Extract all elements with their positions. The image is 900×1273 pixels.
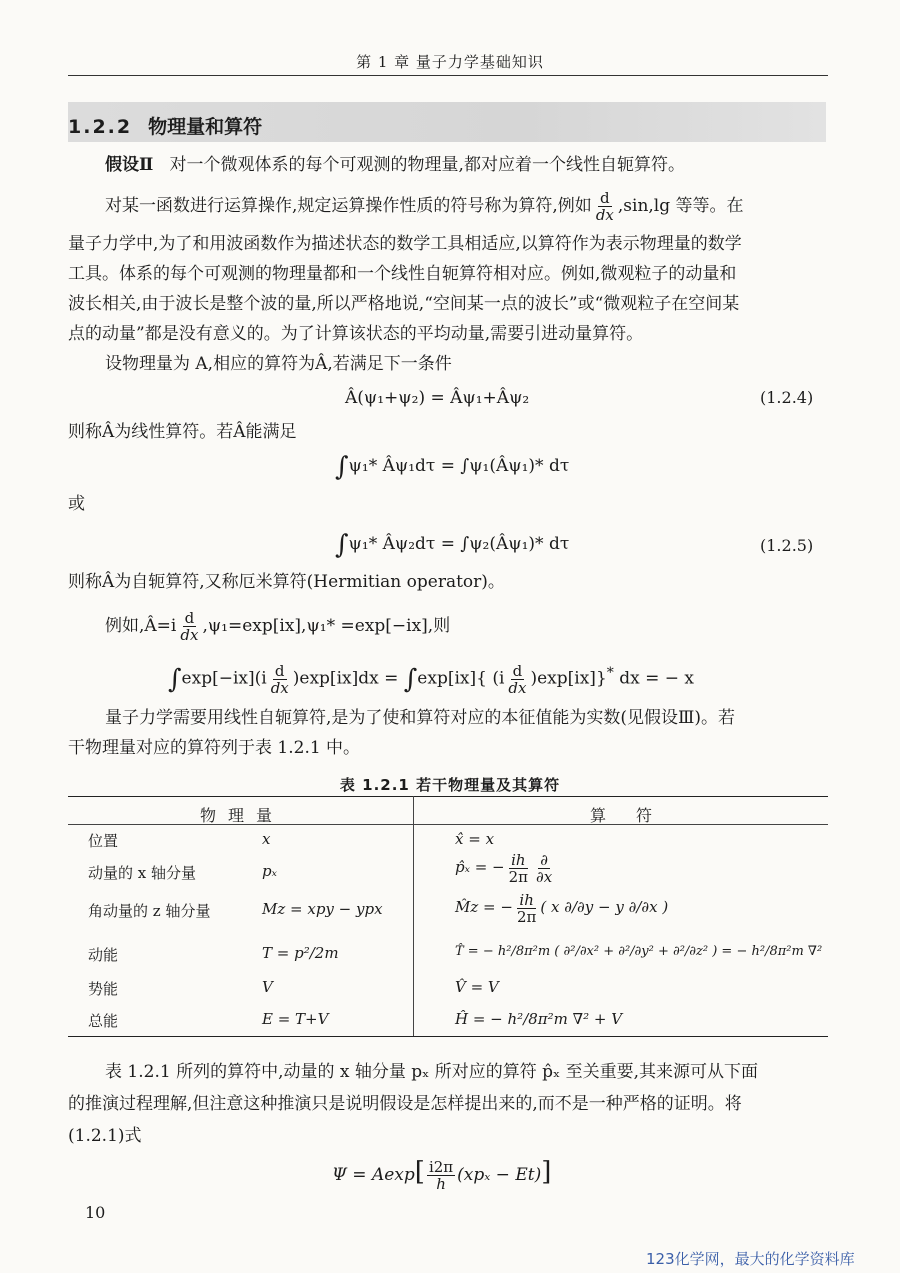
section-title: 物理量和算符 [148, 116, 263, 138]
example-equation: ∫exp[−ix](i $\frac{d}{dx}$ )exp[ix]dx = ∫exp[ix]{ (i $\frac{d}{dx}$ )exp[ix]}* dx = − x [168, 661, 695, 697]
paragraph-1-line-5: 点的动量”都是没有意义的。为了计算该状态的平均动量,需要引进动量算符。 [68, 324, 644, 344]
table-row-operator [455, 850, 556, 885]
integral-symbol: ∫ [168, 664, 182, 695]
example-text-a: 例如,Â=i [105, 616, 177, 636]
frac-den: h [436, 1175, 446, 1193]
integral-symbol: ∫ [335, 452, 349, 482]
frac-den: dx [180, 626, 199, 644]
postulate-line [105, 157, 685, 174]
table-header-operator: 算符 [590, 806, 683, 825]
eq-final-b: (xpₓ − Et) [457, 1165, 542, 1185]
ex-eq-a: exp[−ix] [181, 668, 255, 689]
op-frac-den: 2π [508, 867, 529, 886]
d-dx-fraction [269, 663, 291, 696]
ex-eq-c: exp[ix] [417, 668, 477, 689]
integral-symbol: ∫ [403, 664, 418, 695]
op-fraction [515, 892, 538, 925]
op-suffix: ( x ∂/∂y − y ∂/∂x ) [540, 898, 669, 916]
postulate-label: 假设Ⅱ [105, 155, 154, 175]
paragraph-5-line-1: 量子力学需要用线性自轭算符,是为了使和算符对应的本征值能为实数(见假设Ⅲ)。若 [105, 708, 736, 728]
table-row-symbol: E = T+V [262, 1010, 329, 1028]
table-row-symbol: T = p²/2m [262, 944, 339, 962]
op-fraction [507, 852, 530, 885]
running-header: 第 1 章 量子力学基础知识 [356, 53, 544, 71]
paragraph-3: 则称Â为线性算符。若Â能满足 [68, 422, 297, 442]
watermark-text: 123化学网，最大的化学资料库 [646, 1250, 855, 1268]
paragraph-2: 设物理量为 A,相应的算符为Â,若满足下一条件 [105, 354, 452, 374]
d-dx-fraction [506, 663, 528, 696]
d-dx-fraction [178, 610, 200, 643]
frac-den: dx [595, 206, 614, 224]
paragraph-4: 则称Â为自轭算符,又称厄米算符(Hermitian operator)。 [68, 572, 505, 592]
frac-num: d [274, 661, 285, 680]
example-text-b: ,ψ₁=exp[ix],ψ₁* =exp[−ix],则 [202, 616, 451, 636]
d-dx-fraction [594, 190, 616, 223]
hermitian-equation-1 [335, 452, 569, 482]
hermitian-eq-1-text: ψ₁* Âψ₁dτ = ∫ψ₁(Âψ₁)* dτ [348, 456, 570, 476]
paragraph-6-line-1: 表 1.2.1 所列的算符中,动量的 x 轴分量 pₓ 所对应的算符 p̂ₓ 至关重要,其来源可从下面 [105, 1062, 759, 1082]
table-row-name: 动能 [88, 946, 119, 964]
hermitian-eq-2-text: ψ₁* Âψ₂dτ = ∫ψ₂(Âψ₁)* dτ [348, 534, 570, 554]
op-prefix: p̂ₓ = − [455, 858, 505, 876]
frac-num: i2π [428, 1158, 454, 1176]
paragraph-1-line-1 [105, 186, 744, 226]
page-number: 10 [85, 1203, 106, 1222]
eq-final-a: Ψ = Aexp [332, 1165, 415, 1185]
table-row-name: 位置 [88, 832, 119, 850]
op-frac-den: 2π [516, 907, 537, 926]
op-frac-num: ih [519, 890, 534, 909]
table-header-quantity: 物理量 [200, 806, 285, 825]
frac-num: d [600, 189, 610, 207]
paragraph-6-line-3: (1.2.1)式 [68, 1126, 142, 1146]
frac-den: dx [270, 678, 289, 697]
table-row-symbol: V [262, 978, 273, 996]
p1-text-b: ,sin,lg 等等。在 [617, 196, 744, 216]
op-prefix: M̂z = − [455, 898, 513, 916]
example-line [105, 606, 450, 646]
postulate-text: 对一个微观体系的每个可观测的物理量,都对应着一个线性自轭算符。 [169, 155, 685, 175]
table-row-name: 总能 [88, 1012, 119, 1030]
bracket-close: ] [541, 1157, 552, 1187]
p1-text-a: 对某一函数进行运算操作,规定运算操作性质的符号称为算符,例如 [105, 196, 592, 216]
table-column-divider [413, 796, 414, 1036]
header-rule [68, 75, 828, 76]
or-word: 或 [68, 494, 85, 514]
partial-den: ∂x [536, 867, 553, 886]
wavefunction-equation [332, 1150, 551, 1197]
table-caption: 表 1.2.1 若干物理量及其算符 [339, 776, 561, 794]
table-top-rule [68, 796, 828, 797]
table-row-name: 动量的 x 轴分量 [88, 864, 196, 882]
ex-eq-b: exp[ix]dx = [299, 668, 399, 689]
paragraph-6-line-2: 的推演过程理解,但注意这种推演只是说明假设是怎样提出来的,而不是一种严格的证明。将 [68, 1094, 742, 1114]
i2pi-over-h-fraction [427, 1159, 455, 1192]
table-row-operator [455, 890, 668, 925]
table-row-operator: V̂ = V [455, 978, 499, 996]
integral-symbol: ∫ [335, 530, 349, 560]
frac-den: dx [508, 678, 527, 697]
op-frac-num: ih [511, 850, 526, 869]
table-row-name: 角动量的 z 轴分量 [88, 902, 211, 920]
paragraph-1-line-2: 量子力学中,为了和用波函数作为描述状态的数学工具相适应,以算符作为表示物理量的数学 [68, 234, 742, 254]
paragraph-1-line-4: 波长相关,由于波长是整个波的量,所以严格地说,“空间某一点的波长”或“微观粒子在空间某 [68, 294, 740, 314]
paragraph-5-line-2: 干物理量对应的算符列于表 1.2.1 中。 [68, 738, 361, 758]
frac-num: d [184, 609, 195, 627]
table-row-symbol: pₓ [262, 862, 277, 880]
table-row-operator: x̂ = x [455, 830, 495, 848]
equation-1-2-4: Â(ψ₁+ψ₂) = Âψ₁+Âψ₂ [345, 388, 530, 408]
bracket-open: [ [414, 1157, 425, 1187]
section-number: 1.2.2 [68, 116, 133, 138]
ex-eq-e: dx = − x [619, 668, 695, 689]
table-bottom-rule [68, 1036, 828, 1037]
section-heading [68, 112, 262, 139]
ex-eq-d: exp[ix] [537, 668, 596, 689]
hermitian-equation-2 [335, 530, 569, 560]
partial-fraction [534, 852, 554, 885]
equation-number-1-2-5: (1.2.5) [760, 536, 814, 555]
partial-num: ∂ [540, 850, 548, 869]
table-row-symbol: x [262, 830, 271, 848]
paragraph-1-line-3: 工具。体系的每个可观测的物理量都和一个线性自轭算符相对应。例如,微观粒子的动量和 [68, 264, 737, 284]
frac-num: d [512, 661, 523, 680]
table-row-name: 势能 [88, 980, 119, 998]
table-header-rule [68, 824, 828, 825]
table-row-operator: Ĥ = − h²/8π²m ∇² + V [455, 1010, 623, 1028]
equation-number-1-2-4: (1.2.4) [760, 388, 814, 407]
table-row-operator: T̂ = − h²/8π²m ( ∂²/∂x² + ∂²/∂y² + ∂²/∂z² ) = − h²/8π²m ∇² [455, 944, 823, 959]
table-row-symbol: Mz = xpy − ypx [262, 900, 383, 918]
